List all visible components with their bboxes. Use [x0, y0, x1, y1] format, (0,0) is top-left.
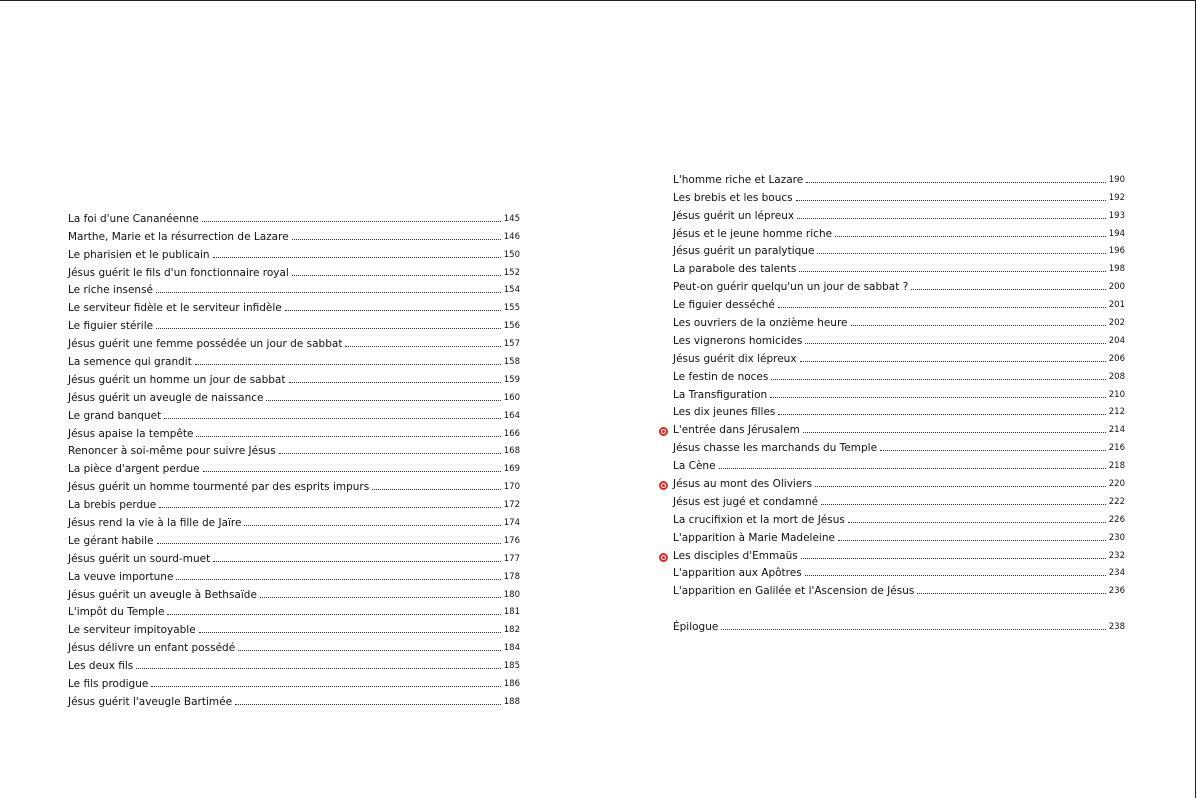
toc-page-number: 166	[503, 428, 520, 439]
toc-entry[interactable]	[673, 329, 1125, 347]
toc-entry-title: Le fils prodigue	[68, 678, 149, 691]
toc-page-number: 168	[503, 446, 520, 457]
toc-page-number: 159	[503, 374, 520, 385]
toc-page-number: 176	[503, 535, 520, 546]
toc-entry-title: La veuve importune	[68, 570, 174, 583]
toc-page-number: 230	[1108, 532, 1125, 543]
toc-entry-title: L'apparition aux Apôtres	[673, 567, 802, 580]
toc-page-number: 177	[503, 553, 520, 564]
toc-entry-title: Jésus guérit un sourd-muet	[68, 552, 211, 565]
dot-leader	[770, 396, 1106, 398]
toc-entry-title: La crucifixion et la mort de Jésus	[673, 513, 845, 526]
toc-page-number: 185	[503, 661, 520, 672]
dot-leader	[196, 435, 500, 437]
toc-entry[interactable]	[68, 565, 520, 583]
toc-page-number: 200	[1108, 282, 1125, 293]
toc-entry-title: Jésus et le jeune homme riche	[673, 227, 833, 240]
toc-entry[interactable]	[68, 261, 520, 279]
toc-entry[interactable]	[673, 275, 1125, 293]
dot-leader	[266, 399, 500, 401]
dot-leader	[285, 309, 501, 311]
toc-entry-title: Marthe, Marie et la résurrection de Lazare	[68, 230, 289, 243]
toc-page-number: 172	[503, 500, 520, 511]
toc-page-number: 222	[1108, 496, 1125, 507]
toc-entry-title: Les deux fils	[68, 660, 134, 673]
toc-entry-title: Le pharisien et le publicain	[68, 248, 210, 261]
toc-page-number: 198	[1108, 264, 1125, 275]
toc-entry[interactable]	[68, 475, 520, 493]
toc-entry[interactable]	[673, 508, 1125, 526]
toc-page-number: 201	[1108, 300, 1125, 311]
toc-entry[interactable]	[673, 436, 1125, 454]
dot-leader	[164, 417, 501, 419]
toc-entry-title: Jésus délivre un enfant possédé	[68, 642, 236, 655]
table-of-contents-right	[673, 168, 1125, 633]
toc-page-number: 181	[503, 607, 520, 618]
toc-page-number: 193	[1108, 210, 1125, 221]
dot-leader	[159, 506, 501, 508]
toc-page-number: 232	[1108, 550, 1125, 561]
toc-entry-title: Les brebis et les boucs	[673, 191, 793, 204]
dot-leader	[771, 378, 1105, 380]
toc-entry[interactable]	[673, 204, 1125, 222]
toc-page-number: 158	[503, 357, 520, 368]
toc-entry-title: Jésus chasse les marchands du Temple	[673, 442, 878, 455]
dot-leader	[157, 542, 501, 544]
dot-leader	[167, 613, 500, 615]
dot-leader	[719, 467, 1106, 469]
toc-page-number: 202	[1108, 318, 1125, 329]
toc-entry-title: La Transfiguration	[673, 388, 768, 401]
dot-leader	[796, 199, 1106, 201]
dot-leader	[156, 327, 501, 329]
toc-entry-title: La brebis perdue	[68, 499, 157, 512]
toc-entry[interactable]	[68, 493, 520, 511]
toc-page-number: 216	[1108, 443, 1125, 454]
toc-entry-title: Le gérant habile	[68, 534, 154, 547]
dot-leader	[156, 291, 501, 293]
toc-page-number: 234	[1108, 568, 1125, 579]
dot-leader	[345, 345, 500, 347]
toc-entry[interactable]	[68, 601, 520, 619]
toc-entry[interactable]	[673, 186, 1125, 204]
toc-entry[interactable]	[68, 386, 520, 404]
toc-entry-title: Les vignerons homicides	[673, 334, 803, 347]
toc-entry[interactable]	[68, 440, 520, 458]
dot-leader	[880, 449, 1106, 451]
toc-entry[interactable]	[68, 422, 520, 440]
toc-page-number: 150	[503, 249, 520, 260]
toc-entry[interactable]	[68, 296, 520, 314]
toc-page-number: 169	[503, 464, 520, 475]
toc-page-number: 208	[1108, 371, 1125, 382]
toc-entry-title: Jésus guérit un paralytique	[673, 245, 815, 258]
toc-entry-title: Jésus guérit un homme un jour de sabbat	[68, 373, 286, 386]
toc-entry[interactable]	[68, 332, 520, 350]
toc-page-number: 154	[503, 285, 520, 296]
toc-page-number: 170	[503, 482, 520, 493]
dot-leader	[238, 649, 501, 651]
toc-entry-title: L'apparition en Galilée et l'Ascension de Jésus	[673, 585, 915, 598]
dot-leader	[800, 360, 1106, 362]
toc-page-number: 214	[1108, 425, 1125, 436]
red-marker-icon	[659, 427, 668, 436]
dot-leader	[911, 288, 1106, 290]
toc-entry-title: La foi d'une Cananéenne	[68, 212, 199, 225]
dot-leader	[372, 488, 501, 490]
toc-entry[interactable]	[673, 222, 1125, 240]
toc-entry[interactable]	[673, 472, 1125, 490]
toc-entry-title: Jésus guérit un homme tourmenté par des esprits impurs	[68, 481, 370, 494]
toc-page-number: 160	[503, 392, 520, 403]
toc-entry[interactable]	[673, 526, 1125, 544]
dot-leader	[213, 256, 501, 258]
dot-leader	[851, 324, 1106, 326]
toc-entry-title: Jésus au mont des Oliviers	[673, 478, 813, 491]
toc-entry[interactable]	[68, 654, 520, 672]
toc-page-number: 164	[503, 410, 520, 421]
dot-leader	[235, 703, 501, 705]
dot-leader	[260, 596, 501, 598]
toc-entry-title: La pièce d'argent perdue	[68, 463, 200, 476]
dot-leader	[806, 181, 1106, 183]
toc-entry[interactable]	[68, 690, 520, 708]
toc-entry[interactable]	[673, 401, 1125, 419]
toc-entry-title: Jésus guérit le fils d'un fonctionnaire royal	[68, 266, 289, 279]
toc-entry-title: La Cène	[673, 460, 716, 473]
dot-leader	[292, 238, 501, 240]
toc-entry-title: Jésus guérit l'aveugle Bartimée	[68, 695, 233, 708]
dot-leader	[199, 631, 501, 633]
toc-entry-title: Les disciples d'Emmaüs	[673, 549, 798, 562]
toc-entry[interactable]	[673, 293, 1125, 311]
toc-entry[interactable]	[673, 579, 1125, 597]
toc-entry[interactable]	[68, 511, 520, 529]
toc-page-number: 152	[503, 267, 520, 278]
red-marker-icon	[659, 481, 668, 490]
dot-leader	[778, 413, 1105, 415]
toc-page-number: 238	[1108, 622, 1125, 633]
toc-page-number: 146	[503, 231, 520, 242]
toc-page-number: 190	[1108, 174, 1125, 185]
dot-leader	[289, 381, 501, 383]
dot-leader	[805, 342, 1105, 344]
toc-page-number: 156	[503, 321, 520, 332]
dot-leader	[805, 574, 1106, 576]
toc-page-number: 192	[1108, 192, 1125, 203]
toc-entry-title: Jésus guérit dix lépreux	[673, 352, 797, 365]
dot-leader	[817, 252, 1105, 254]
toc-entry-title: Le serviteur fidèle et le serviteur infidèle	[68, 302, 282, 315]
toc-page-number: 180	[503, 589, 520, 600]
toc-entry[interactable]	[673, 365, 1125, 383]
dot-leader	[803, 431, 1106, 433]
dot-leader	[801, 557, 1106, 559]
toc-entry[interactable]	[68, 207, 520, 225]
toc-entry[interactable]	[673, 383, 1125, 401]
toc-entry-title: Jésus apaise la tempête	[68, 427, 194, 440]
dot-leader	[136, 667, 500, 669]
toc-entry[interactable]	[673, 544, 1125, 562]
dot-leader	[848, 521, 1106, 523]
dot-leader	[213, 560, 501, 562]
dot-leader	[195, 363, 501, 365]
toc-entry-title: L'entrée dans Jérusalem	[673, 424, 800, 437]
toc-page-number: 188	[503, 696, 520, 707]
toc-entry-title: L'apparition à Marie Madeleine	[673, 531, 835, 544]
toc-entry[interactable]	[673, 454, 1125, 472]
toc-page-number: 204	[1108, 335, 1125, 346]
toc-entry-title: Épilogue	[673, 621, 719, 634]
toc-entry-title: Le figuier stérile	[68, 320, 154, 333]
toc-entry[interactable]	[68, 636, 520, 654]
toc-page-number: 182	[503, 625, 520, 636]
toc-page-number: 236	[1108, 586, 1125, 597]
dot-leader	[917, 592, 1105, 594]
toc-entry-title: Jésus est jugé et condamné	[673, 495, 819, 508]
toc-page-number: 218	[1108, 461, 1125, 472]
toc-entry[interactable]	[68, 583, 520, 601]
toc-entry[interactable]	[68, 618, 520, 636]
toc-entry[interactable]	[673, 240, 1125, 258]
toc-entry[interactable]	[673, 490, 1125, 508]
dot-leader	[244, 524, 500, 526]
toc-entry[interactable]	[68, 529, 520, 547]
toc-entry-title: L'homme riche et Lazare	[673, 173, 804, 186]
toc-entry-title: Jésus guérit un lépreux	[673, 209, 795, 222]
toc-entry-title: La parabole des talents	[673, 263, 797, 276]
toc-entry-title: Renoncer à soi-même pour suivre Jésus	[68, 445, 276, 458]
dot-leader	[778, 306, 1106, 308]
toc-page-number: 157	[503, 339, 520, 350]
dot-leader	[203, 470, 501, 472]
toc-entry[interactable]	[673, 418, 1125, 436]
toc-entry-title: Le riche insensé	[68, 284, 154, 297]
dot-leader	[721, 628, 1105, 630]
red-marker-icon	[659, 553, 668, 562]
toc-entry[interactable]	[68, 672, 520, 690]
toc-page-number: 196	[1108, 246, 1125, 257]
toc-entry-title: Jésus guérit un aveugle à Bethsaïde	[68, 588, 257, 601]
toc-entry[interactable]	[673, 562, 1125, 580]
toc-entry-title: Le festin de noces	[673, 370, 769, 383]
toc-entry-title: Les ouvriers de la onzième heure	[673, 317, 848, 330]
toc-entry-title: Jésus guérit un aveugle de naissance	[68, 391, 264, 404]
toc-page-number: 212	[1108, 407, 1125, 418]
toc-entry-title: La semence qui grandit	[68, 356, 192, 369]
table-of-contents-left	[68, 207, 520, 708]
dot-leader	[151, 685, 500, 687]
toc-entry-title: Peut-on guérir quelqu'un un jour de sabbat ?	[673, 281, 909, 294]
toc-page-number: 186	[503, 679, 520, 690]
dot-leader	[176, 578, 500, 580]
toc-entry[interactable]	[673, 168, 1125, 186]
toc-page-number: 206	[1108, 353, 1125, 364]
toc-entry-title: Le grand banquet	[68, 409, 162, 422]
dot-leader	[821, 503, 1106, 505]
toc-page-number: 210	[1108, 389, 1125, 400]
toc-entry[interactable]	[68, 243, 520, 261]
toc-entry-title: Jésus guérit une femme possédée un jour de sabbat	[68, 338, 343, 351]
dot-leader	[799, 270, 1105, 272]
dot-leader	[815, 485, 1106, 487]
toc-page-number: 145	[503, 213, 520, 224]
toc-page-number: 226	[1108, 514, 1125, 525]
toc-entry[interactable]	[68, 279, 520, 297]
toc-page-number: 194	[1108, 228, 1125, 239]
dot-leader	[279, 452, 501, 454]
dot-leader	[835, 235, 1106, 237]
dot-leader	[838, 539, 1106, 541]
toc-page-number: 178	[503, 571, 520, 582]
toc-entry[interactable]	[68, 368, 520, 386]
toc-entry[interactable]	[673, 311, 1125, 329]
toc-entry[interactable]	[673, 257, 1125, 275]
toc-entry[interactable]	[68, 404, 520, 422]
toc-entry-title: L'impôt du Temple	[68, 606, 165, 619]
toc-entry[interactable]	[68, 225, 520, 243]
toc-entry[interactable]	[68, 547, 520, 565]
toc-entry[interactable]	[68, 350, 520, 368]
toc-entry-title: Les dix jeunes filles	[673, 406, 776, 419]
toc-entry[interactable]	[673, 615, 1125, 633]
toc-entry[interactable]	[673, 347, 1125, 365]
dot-leader	[202, 220, 501, 222]
toc-entry-title: Le serviteur impitoyable	[68, 624, 196, 637]
toc-page-number: 220	[1108, 479, 1125, 490]
toc-entry[interactable]	[68, 457, 520, 475]
toc-page-number: 174	[503, 518, 520, 529]
toc-entry[interactable]	[68, 314, 520, 332]
toc-entry-title: Jésus rend la vie à la fille de Jaïre	[68, 517, 242, 530]
toc-entry-title: Le figuier desséché	[673, 299, 775, 312]
dot-leader	[797, 217, 1106, 219]
dot-leader	[292, 274, 501, 276]
toc-page-number: 184	[503, 643, 520, 654]
toc-page-number: 155	[503, 303, 520, 314]
